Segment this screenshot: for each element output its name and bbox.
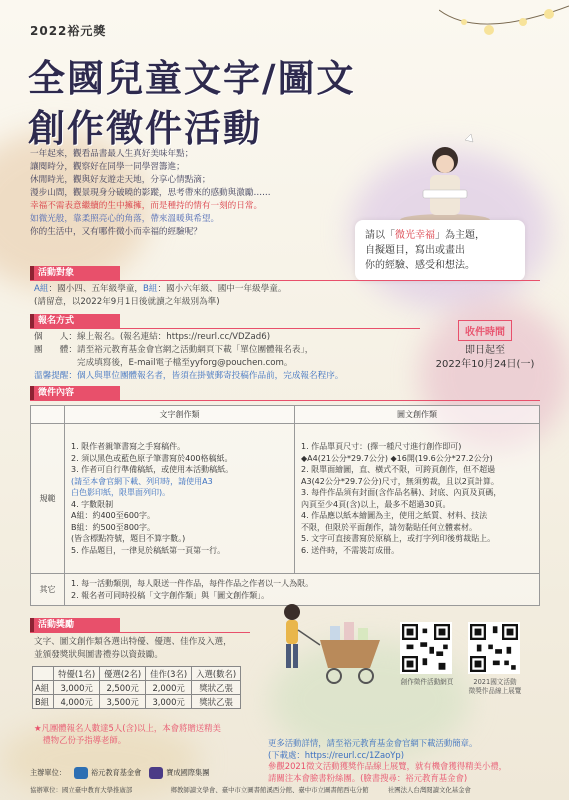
table-row (33, 681, 241, 695)
download-link[interactable]: (下載處：https://reurl.cc/1ZaoYp) (268, 749, 404, 760)
deadline-box (430, 320, 540, 372)
award-header (33, 667, 54, 681)
string-lights-icon (439, 0, 569, 70)
intro-line: 一年起來，觀看品書最人生真好美味年點； (30, 149, 194, 159)
award-cell: 3,000元 (146, 695, 192, 709)
list-item: 1. 每一活動類別，每人限送一件作品，每件作品之作者以一人為限。 (71, 579, 314, 588)
bubble-suffix: 」為主題， (435, 230, 485, 241)
pouchen-group-logo (149, 767, 209, 779)
qr-caption-activity: 創作徵件活動網頁 (400, 678, 454, 686)
list-item: (請至本會官網下載、列印時，請使用A3 (71, 476, 213, 486)
qr-code-online-exhibition[interactable] (468, 622, 520, 674)
award-cell: 獎狀乙張 (192, 695, 241, 709)
deadline-heading: 收件時間 (458, 320, 512, 341)
child-with-cart-illustration (270, 590, 390, 690)
awards-line2: 並頒發獎狀與圖書禮券以資鼓勵。 (34, 650, 163, 660)
content-spec-table (30, 405, 540, 606)
list-item: 1. 作品單頁尺寸：(擇一種尺寸進行創作即可) (301, 442, 462, 451)
list-item: ◆A4(21公分*29.7公分) ◆16開(19.6公分*27.2公分) (301, 453, 493, 463)
list-item: 不限，但限於平面創作，請勿黏貼任何立體素材。 (301, 522, 477, 532)
section-heading-registration: 報名方式 (30, 314, 120, 328)
intro-line: 你的生活中，又有哪件微小而幸福的經驗呢？ (30, 227, 202, 237)
org2-name: 寶成國際集團 (166, 768, 210, 777)
text-rules-cell (65, 424, 295, 574)
award-header: 入選(數名) (192, 667, 241, 681)
award-header: 特優(1名) (54, 667, 100, 681)
list-item: 5. 文字可直接書寫於原稿上，或打字列印後剪裁貼上。 (301, 534, 496, 543)
bubble-line3: 你的經驗、感受和想法。 (365, 260, 475, 271)
group-a-text: ：國小四、五年級學童， (48, 284, 144, 294)
registration-individual: 個 人：線上報名。(報名連結：https://reurl.cc/VDZad6) (34, 332, 271, 342)
list-item: 內頁至少4頁(含)以上，最多不超過30頁。 (301, 499, 451, 509)
row-header-rules: 規範 (31, 424, 65, 574)
qr-caption-exhibition (462, 678, 528, 696)
group-gift-note (34, 723, 264, 746)
list-item: B組：約500至800字。 (71, 522, 156, 532)
co-organizers: 協辦單位：國立臺中教育大學推廣部 鄉教師讀文學會、臺中市立圖書館溪西分館、臺中市立圖書館西屯分館 社團法人台灣閱讀文化基金會 (30, 786, 471, 794)
col-header-text: 文字創作類 (65, 406, 295, 424)
group-b-label: B組 (143, 284, 158, 294)
picture-rules-cell (295, 424, 540, 574)
group-a-label: A組 (34, 284, 49, 294)
qr-caption-line: 徵獎作品線上展覽 (468, 687, 522, 695)
awards-line1: 文字、圖文創作類各選出特優、優選、佳作及入選， (34, 637, 232, 647)
list-item: 3. 作者可自行準備稿紙，或使用本活動稿紙。 (71, 465, 234, 474)
list-item: A組：約400至600字。 (71, 511, 156, 520)
award-group: B組 (33, 695, 54, 709)
note-line1: ★凡團體報名人數達5人(含)以上，本會將贈送精美 (34, 723, 221, 733)
deadline-date: 2022年10月24日(一) (435, 359, 535, 370)
organizer-label: 主辦單位： (30, 768, 66, 777)
list-item: 4. 作品應以紙本繪圖為主，使用之紙質、材料、技法 (301, 511, 488, 520)
col-header-picture: 圖文創作類 (295, 406, 540, 424)
intro-line: 休閒時光，觀與好友遊走天地，分享心情點滴； (30, 175, 211, 185)
section-divider (30, 328, 420, 329)
section-heading-awards: 活動獎勵 (30, 618, 120, 632)
intro-paragraph (30, 148, 330, 239)
qr-code-icon (470, 624, 518, 672)
theme-bubble (355, 220, 525, 281)
note-line2: 禮物乙份予指導老師。 (34, 734, 127, 745)
list-item: 4. 字數限制 (71, 499, 114, 509)
bubble-line2: 自擬題目，寫出或畫出 (365, 245, 465, 256)
list-item: (皆含標點符號，題目不算字數。) (71, 534, 186, 543)
main-title-line1: 全國兒童文字/圖文 (28, 57, 356, 100)
intro-line: 如微光般，靠柔照亮心的角落，帶來溫暖與希望。 (30, 214, 220, 224)
award-header: 佳作(3名) (146, 667, 192, 681)
foundation-logo-icon (74, 767, 88, 779)
registration-group-line1: 團 體：請至裕元教育基金會官網之活動網頁下載「單位團體報名表」， (34, 345, 314, 355)
award-cell: 3,500元 (100, 695, 146, 709)
section-divider (30, 632, 250, 633)
group-logo-icon (149, 767, 163, 779)
intro-line: 漫步山間，觀景現身分破曉的影蹤，思考帶來的感動與激勵…… (30, 188, 271, 198)
bubble-prefix: 請以「 (365, 230, 395, 241)
section-heading-eligibility: 活動對象 (30, 266, 120, 280)
list-item: 1. 限作者親筆書寫之手寫稿件。 (71, 442, 186, 451)
award-cell: 3,000元 (54, 681, 100, 695)
org1-name: 裕元教育基金會 (90, 768, 142, 777)
table-row (33, 695, 241, 709)
row-header-other: 其它 (31, 574, 65, 606)
award-cell: 2,500元 (100, 681, 146, 695)
more-line1: 更多活動詳情，請至裕元教育基金會官網下載活動簡章。 (268, 738, 478, 748)
girl-reading-illustration (395, 120, 495, 230)
award-group: A組 (33, 681, 54, 695)
awards-table (32, 666, 241, 709)
award-cell: 4,000元 (54, 695, 100, 709)
intro-line: 讓閱時分，觀察好在同學一同學習籌進； (30, 162, 185, 172)
group-b-text: ：國小六年級、國中一年級學童。 (157, 284, 287, 294)
list-item: 2. 報名者可同時投稿「文字創作類」與「圖文創作類」。 (71, 590, 270, 600)
section-heading-content: 徵件內容 (30, 386, 120, 400)
list-item: 5. 作品題目，一律見於稿紙第一頁第一行。 (71, 545, 226, 555)
award-header: 優選(2名) (100, 667, 146, 681)
registration-reminder: 溫馨提醒：個人與單位團體報名者，皆須在掛號郵寄投稿作品前，完成報名程序。 (34, 371, 344, 381)
list-item: 2. 須以黑色或藍色原子筆書寫於400格稿紙。 (71, 453, 233, 463)
list-item: 2. 限單面繪圖，直、橫式不限，可跨頁創作，但不超過 (301, 465, 496, 474)
list-item: A3(42公分*29.7公分)尺寸，無須剪裁，且以2頁計算。 (301, 476, 499, 486)
table-corner (31, 406, 65, 424)
deadline-line1: 即日起至 (465, 345, 505, 356)
list-item: 白色影印紙，限單面列印)。 (71, 488, 171, 497)
award-cell: 2,000元 (146, 681, 192, 695)
main-title-line2: 創作徵件活動 (28, 107, 262, 150)
intro-line: 幸福不需表意繼續的生中擁擁，而是種持的情有一刻的日常。 (30, 201, 263, 211)
award-cell: 獎狀乙張 (192, 681, 241, 695)
section-divider (30, 280, 540, 281)
eligibility-line1 (34, 283, 286, 295)
registration-group-line2: 完成填寫後，E-mail電子檔至yyforg@pouchen.com。 (34, 358, 293, 368)
more-line4: 請關注本會臉書粉絲團。(臉書搜尋：裕元教育基金會) (268, 772, 468, 783)
list-item: 6. 送件時，不需裝訂成冊。 (301, 545, 400, 555)
organizers-row (30, 764, 540, 782)
list-item: 3. 每件作品須有封面(含作品名稱)、封底、內頁及頁碼， (301, 488, 502, 497)
more-line3: 參觀2021徵文活動獲獎作品線上展覽，就有機會獲得精美小禮， (268, 761, 508, 771)
qr-code-icon (402, 624, 450, 672)
section-divider (30, 400, 540, 401)
eligibility-note: (請留意，以2022年9月1日後就讀之年級別為準) (34, 297, 220, 307)
yuyuan-foundation-logo (74, 767, 141, 779)
qr-code-activity-page[interactable] (400, 622, 452, 674)
qr-caption-line: 2021國文活動 (473, 678, 517, 686)
bubble-theme: 微光幸福 (395, 230, 435, 241)
year-title: 2022裕元獎 (30, 24, 107, 38)
